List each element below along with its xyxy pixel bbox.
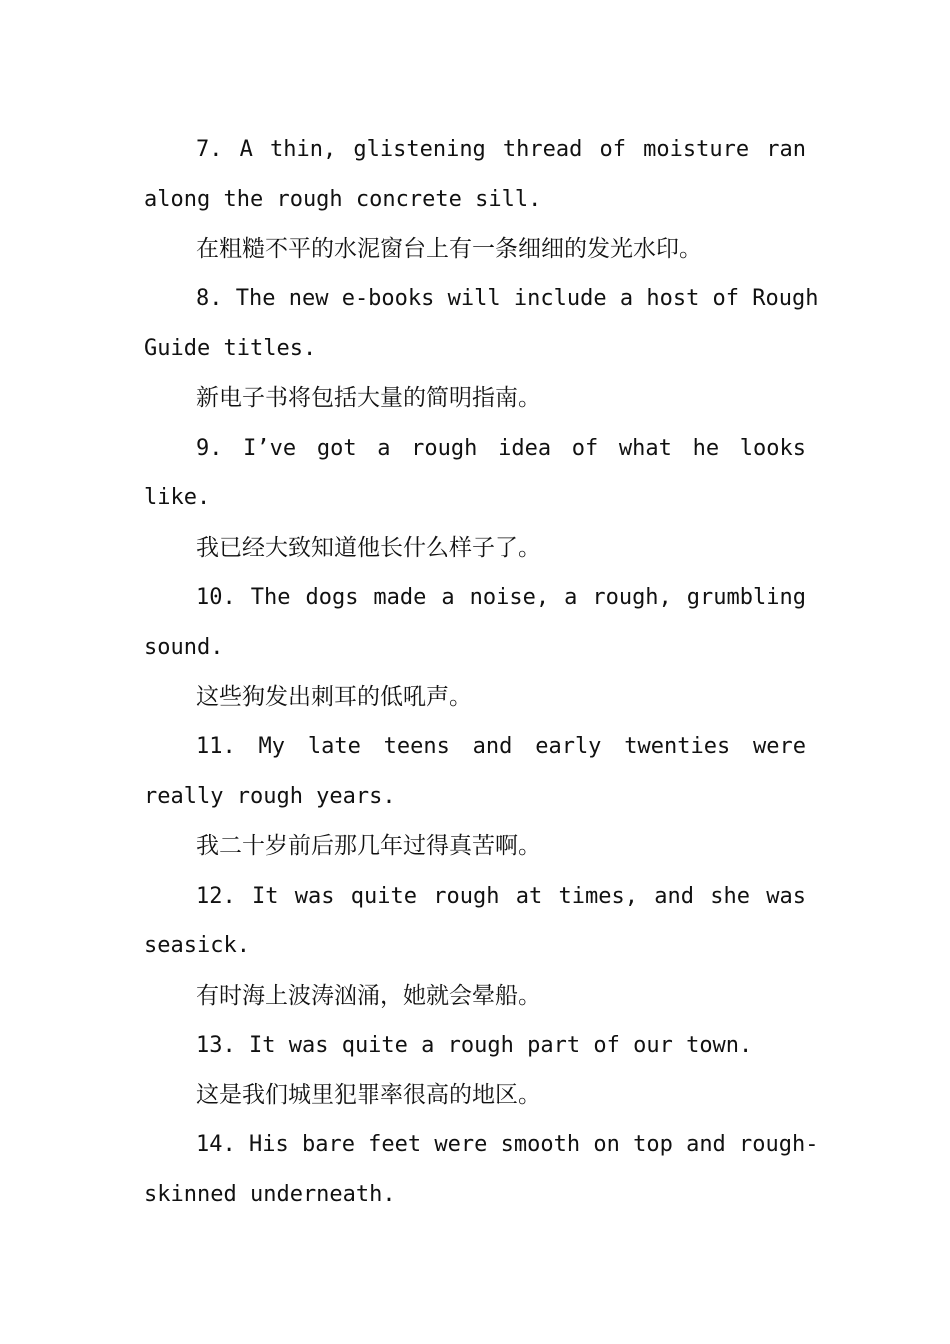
- sentence-7-chinese: 在粗糙不平的水泥窗台上有一条细细的发光水印。: [196, 236, 702, 262]
- sentence-10-english-line-1: 10. The dogs made a noise, a rough, grumbling: [196, 585, 806, 610]
- sentence-7-english-line-2: along the rough concrete sill.: [144, 187, 542, 212]
- sentence-8-english-line-2: Guide titles.: [144, 336, 317, 361]
- sentence-14-english-line-1: 14. His bare feet were smooth on top and rough-: [196, 1132, 819, 1157]
- sentence-12-chinese: 有时海上波涛汹涌，她就会晕船。: [196, 983, 541, 1009]
- sentence-12-english-line-2: seasick.: [144, 933, 250, 958]
- sentence-8-chinese: 新电子书将包括大量的简明指南。: [196, 385, 541, 411]
- sentence-13-english-line-1: 13. It was quite a rough part of our town.: [196, 1033, 753, 1058]
- sentence-7-english-line-1: 7. A thin, glistening thread of moisture ran: [196, 137, 806, 162]
- sentence-10-english-line-2: sound.: [144, 635, 224, 660]
- sentence-13-chinese: 这是我们城里犯罪率很高的地区。: [196, 1082, 541, 1108]
- sentence-11-english-line-1: 11. My late teens and early twenties were: [196, 734, 806, 759]
- sentence-8-english-line-1: 8. The new e-books will include a host of Rough: [196, 286, 819, 311]
- sentence-9-english-line-2: like.: [144, 485, 211, 510]
- sentence-12-english-line-1: 12. It was quite rough at times, and she was: [196, 884, 806, 909]
- sentence-11-english-line-2: really rough years.: [144, 784, 396, 809]
- sentence-9-chinese: 我已经大致知道他长什么样子了。: [196, 535, 541, 561]
- sentence-14-english-line-2: skinned underneath.: [144, 1182, 396, 1207]
- sentence-10-chinese: 这些狗发出刺耳的低吼声。: [196, 684, 472, 710]
- sentence-9-english-line-1: 9. I’ve got a rough idea of what he looks: [196, 436, 806, 461]
- sentence-11-chinese: 我二十岁前后那几年过得真苦啊。: [196, 833, 541, 859]
